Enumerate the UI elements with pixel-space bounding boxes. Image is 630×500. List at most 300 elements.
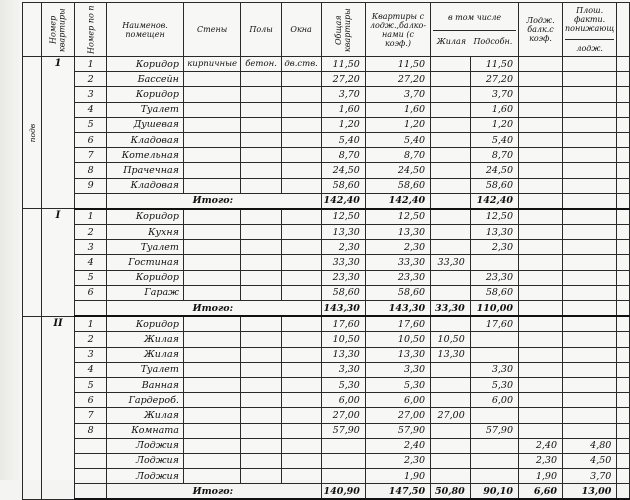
room-number xyxy=(75,438,107,453)
window-type xyxy=(281,438,321,453)
living-area xyxy=(431,163,471,178)
wall-material xyxy=(183,117,240,132)
header-floors: Полы xyxy=(241,3,281,57)
window-type xyxy=(281,423,321,438)
room-name: Коридор xyxy=(107,316,184,332)
room-name: Туалет xyxy=(107,240,184,255)
wall-material xyxy=(183,423,240,438)
area-with-loggias: 10,50 xyxy=(365,332,430,347)
table-row xyxy=(23,377,630,392)
living-area xyxy=(431,148,471,163)
floor-side-label xyxy=(23,209,42,316)
room-number: 1 xyxy=(75,316,107,332)
floor-material xyxy=(241,209,281,225)
header-extra xyxy=(617,3,630,57)
room-number: 2 xyxy=(75,225,107,240)
living-area xyxy=(431,469,471,484)
floor-material xyxy=(241,285,281,300)
area-with-loggias: 27,00 xyxy=(365,408,430,423)
room-number: 4 xyxy=(75,102,107,117)
auxiliary-area: 23,30 xyxy=(470,270,518,285)
header-room-name: Наименов. помещен xyxy=(107,3,184,57)
table-row xyxy=(23,255,630,270)
auxiliary-area xyxy=(470,255,518,270)
actual-loggia-area xyxy=(563,332,617,347)
extra-cell xyxy=(617,438,630,453)
actual-loggia-area xyxy=(563,178,617,193)
window-type xyxy=(281,117,321,132)
wall-material xyxy=(183,438,240,453)
area-with-loggias: 1,20 xyxy=(365,117,430,132)
table-row xyxy=(23,178,630,193)
floor-material xyxy=(241,117,281,132)
window-type xyxy=(281,453,321,468)
floor-material xyxy=(241,225,281,240)
living-area xyxy=(431,285,471,300)
floor-material xyxy=(241,347,281,362)
area-with-loggias: 24,50 xyxy=(365,163,430,178)
total-aux: 110,00 xyxy=(470,301,518,317)
table-row xyxy=(23,117,630,132)
extra-cell xyxy=(617,301,630,317)
room-number: 6 xyxy=(75,132,107,147)
living-area: 10,50 xyxy=(431,332,471,347)
table-row xyxy=(23,57,630,72)
room-name: Прачечная xyxy=(107,163,184,178)
table-row xyxy=(23,87,630,102)
loggia-coef-area xyxy=(519,270,563,285)
actual-loggia-area xyxy=(563,408,617,423)
table-row xyxy=(23,332,630,347)
table-row xyxy=(23,225,630,240)
loggia-coef-area: 1,90 xyxy=(519,469,563,484)
total-lc xyxy=(519,301,563,317)
living-area xyxy=(431,453,471,468)
room-name: Лоджия xyxy=(107,453,184,468)
table-row xyxy=(23,347,630,362)
living-area xyxy=(431,209,471,225)
room-name: Душевая xyxy=(107,117,184,132)
living-area: 33,30 xyxy=(431,255,471,270)
actual-loggia-area xyxy=(563,72,617,87)
window-type xyxy=(281,132,321,147)
table-row xyxy=(23,408,630,423)
auxiliary-area: 24,50 xyxy=(470,163,518,178)
room-name: Коридор xyxy=(107,57,184,72)
auxiliary-area: 58,60 xyxy=(470,285,518,300)
area-with-loggias: 5,40 xyxy=(365,132,430,147)
floor-material xyxy=(241,72,281,87)
area-with-loggias: 17,60 xyxy=(365,316,430,332)
loggia-coef-area xyxy=(519,362,563,377)
area-with-loggias: 3,30 xyxy=(365,362,430,377)
extra-cell xyxy=(617,362,630,377)
wall-material xyxy=(183,469,240,484)
table-row xyxy=(23,72,630,87)
floor-material: бетон. xyxy=(241,57,281,72)
total-aux: 142,40 xyxy=(470,193,518,209)
area-with-loggias: 57,90 xyxy=(365,423,430,438)
total-area xyxy=(321,438,365,453)
total-area: 10,50 xyxy=(321,332,365,347)
floor-material xyxy=(241,332,281,347)
header-loggia-coef: Лодж. балк.с коэф. xyxy=(519,3,563,57)
room-name: Жилая xyxy=(107,347,184,362)
auxiliary-area: 1,20 xyxy=(470,117,518,132)
room-number: 1 xyxy=(75,209,107,225)
actual-loggia-area xyxy=(563,57,617,72)
actual-loggia-area xyxy=(563,209,617,225)
living-area xyxy=(431,423,471,438)
room-name: Гардероб. xyxy=(107,393,184,408)
auxiliary-area: 13,30 xyxy=(470,225,518,240)
living-area xyxy=(431,102,471,117)
window-type xyxy=(281,316,321,332)
actual-loggia-area xyxy=(563,102,617,117)
room-number: 1 xyxy=(75,57,107,72)
table-body xyxy=(23,57,630,500)
floor-material xyxy=(241,469,281,484)
auxiliary-area xyxy=(470,408,518,423)
loggia-coef-area xyxy=(519,377,563,392)
room-number xyxy=(75,484,107,500)
header-actual-area xyxy=(563,3,617,57)
extra-cell xyxy=(617,332,630,347)
header-loggia: лодж. xyxy=(565,39,614,53)
loggia-coef-area xyxy=(519,393,563,408)
room-number: 2 xyxy=(75,72,107,87)
total-label: Итого: xyxy=(107,193,321,209)
living-area xyxy=(431,72,471,87)
floor-material xyxy=(241,178,281,193)
table-row xyxy=(23,423,630,438)
extra-cell xyxy=(617,132,630,147)
extra-cell xyxy=(617,270,630,285)
header-apt-no: Номер квартиры xyxy=(41,3,74,57)
total-area: 11,50 xyxy=(321,57,365,72)
auxiliary-area: 27,20 xyxy=(470,72,518,87)
total-area: 1,20 xyxy=(321,117,365,132)
total-total: 140,90 xyxy=(321,484,365,500)
extra-cell xyxy=(617,193,630,209)
living-area: 27,00 xyxy=(431,408,471,423)
loggia-coef-area xyxy=(519,163,563,178)
table-row xyxy=(23,132,630,147)
extra-cell xyxy=(617,377,630,392)
room-number: 5 xyxy=(75,270,107,285)
wall-material xyxy=(183,163,240,178)
floor-side-label xyxy=(23,316,42,499)
room-name: Котельная xyxy=(107,148,184,163)
actual-loggia-area: 3,70 xyxy=(563,469,617,484)
window-type xyxy=(281,102,321,117)
floor-material xyxy=(241,270,281,285)
auxiliary-area: 1,60 xyxy=(470,102,518,117)
auxiliary-area: 12,50 xyxy=(470,209,518,225)
area-with-loggias: 5,30 xyxy=(365,377,430,392)
floor-material xyxy=(241,423,281,438)
living-area xyxy=(431,316,471,332)
living-area xyxy=(431,178,471,193)
extra-cell xyxy=(617,469,630,484)
loggia-coef-area: 2,40 xyxy=(519,438,563,453)
table-row xyxy=(23,285,630,300)
living-area xyxy=(431,57,471,72)
total-area xyxy=(321,453,365,468)
total-area: 1,60 xyxy=(321,102,365,117)
wall-material xyxy=(183,332,240,347)
room-name: Туалет xyxy=(107,102,184,117)
total-lc xyxy=(519,193,563,209)
wall-material: кирпичные xyxy=(183,57,240,72)
total-area: 23,30 xyxy=(321,270,365,285)
extra-cell xyxy=(617,453,630,468)
auxiliary-area: 5,30 xyxy=(470,377,518,392)
loggia-coef-area xyxy=(519,148,563,163)
actual-loggia-area xyxy=(563,285,617,300)
auxiliary-area: 8,70 xyxy=(470,148,518,163)
table-row xyxy=(23,469,630,484)
total-af xyxy=(563,301,617,317)
total-area: 58,60 xyxy=(321,178,365,193)
total-area: 3,70 xyxy=(321,87,365,102)
living-area: 13,30 xyxy=(431,347,471,362)
actual-loggia-area xyxy=(563,377,617,392)
extra-cell xyxy=(617,225,630,240)
actual-loggia-area xyxy=(563,316,617,332)
actual-loggia-area xyxy=(563,148,617,163)
total-with: 143,30 xyxy=(365,301,430,317)
actual-loggia-area xyxy=(563,255,617,270)
room-number: 7 xyxy=(75,408,107,423)
total-lc: 6,60 xyxy=(519,484,563,500)
loggia-coef-area xyxy=(519,347,563,362)
actual-loggia-area xyxy=(563,270,617,285)
room-number xyxy=(75,469,107,484)
wall-material xyxy=(183,72,240,87)
extra-cell xyxy=(617,87,630,102)
table-row xyxy=(23,163,630,178)
room-name: Жилая xyxy=(107,408,184,423)
area-with-loggias: 8,70 xyxy=(365,148,430,163)
room-number: 3 xyxy=(75,347,107,362)
actual-loggia-area xyxy=(563,87,617,102)
extra-cell xyxy=(617,393,630,408)
floor-side-label: подв xyxy=(23,57,42,209)
actual-loggia-area xyxy=(563,362,617,377)
table-row xyxy=(23,240,630,255)
floor-material xyxy=(241,377,281,392)
actual-loggia-area xyxy=(563,163,617,178)
room-name: Лоджия xyxy=(107,469,184,484)
room-name: Кладовая xyxy=(107,178,184,193)
loggia-coef-area xyxy=(519,72,563,87)
area-with-loggias: 2,40 xyxy=(365,438,430,453)
window-type xyxy=(281,225,321,240)
window-type xyxy=(281,148,321,163)
extra-cell xyxy=(617,347,630,362)
loggia-coef-area xyxy=(519,423,563,438)
room-name: Гостиная xyxy=(107,255,184,270)
total-living: 33,30 xyxy=(431,301,471,317)
window-type xyxy=(281,255,321,270)
floor-material xyxy=(241,316,281,332)
room-name: Коридор xyxy=(107,87,184,102)
auxiliary-area: 57,90 xyxy=(470,423,518,438)
wall-material xyxy=(183,408,240,423)
table-row xyxy=(23,148,630,163)
auxiliary-area xyxy=(470,347,518,362)
window-type xyxy=(281,240,321,255)
living-area xyxy=(431,117,471,132)
total-area: 12,50 xyxy=(321,209,365,225)
auxiliary-area: 2,30 xyxy=(470,240,518,255)
room-number xyxy=(75,301,107,317)
total-af xyxy=(563,193,617,209)
extra-cell xyxy=(617,57,630,72)
living-area xyxy=(431,240,471,255)
area-with-loggias: 58,60 xyxy=(365,285,430,300)
area-with-loggias: 1,60 xyxy=(365,102,430,117)
room-number: 3 xyxy=(75,240,107,255)
apartment-number: II xyxy=(41,316,74,499)
room-name: Кладовая xyxy=(107,132,184,147)
header-windows: Окна xyxy=(281,3,321,57)
floor-material xyxy=(241,148,281,163)
window-type xyxy=(281,87,321,102)
header-living: Жилая xyxy=(436,37,467,46)
total-af: 13,00 xyxy=(563,484,617,500)
wall-material xyxy=(183,132,240,147)
total-with: 147,50 xyxy=(365,484,430,500)
window-type xyxy=(281,332,321,347)
floor-material xyxy=(241,240,281,255)
room-number: 8 xyxy=(75,423,107,438)
area-with-loggias: 58,60 xyxy=(365,178,430,193)
room-number: 4 xyxy=(75,255,107,270)
room-name: Жилая xyxy=(107,332,184,347)
total-area: 5,30 xyxy=(321,377,365,392)
living-area xyxy=(431,225,471,240)
total-living xyxy=(431,193,471,209)
actual-loggia-area xyxy=(563,117,617,132)
room-number: 9 xyxy=(75,178,107,193)
room-name: Гараж xyxy=(107,285,184,300)
room-number: 6 xyxy=(75,285,107,300)
area-with-loggias: 12,50 xyxy=(365,209,430,225)
apartment-number: 1 xyxy=(41,57,74,209)
loggia-coef-area xyxy=(519,102,563,117)
extra-cell xyxy=(617,209,630,225)
area-with-loggias: 27,20 xyxy=(365,72,430,87)
extra-cell xyxy=(617,72,630,87)
room-number: 8 xyxy=(75,163,107,178)
loggia-coef-area xyxy=(519,87,563,102)
wall-material xyxy=(183,178,240,193)
window-type xyxy=(281,347,321,362)
room-number: 3 xyxy=(75,87,107,102)
floor-material xyxy=(241,102,281,117)
table-row xyxy=(23,453,630,468)
wall-material xyxy=(183,225,240,240)
total-area: 6,00 xyxy=(321,393,365,408)
header-including xyxy=(431,3,519,57)
extra-cell xyxy=(617,316,630,332)
actual-loggia-area xyxy=(563,225,617,240)
room-name: Коридор xyxy=(107,209,184,225)
total-area xyxy=(321,469,365,484)
total-row xyxy=(23,484,630,500)
window-type xyxy=(281,408,321,423)
auxiliary-area: 5,40 xyxy=(470,132,518,147)
total-total: 142,40 xyxy=(321,193,365,209)
extra-cell xyxy=(617,163,630,178)
total-area: 27,00 xyxy=(321,408,365,423)
total-total: 143,30 xyxy=(321,301,365,317)
wall-material xyxy=(183,209,240,225)
floor-material xyxy=(241,362,281,377)
auxiliary-area: 58,60 xyxy=(470,178,518,193)
window-type: дв.ств. xyxy=(281,57,321,72)
wall-material xyxy=(183,362,240,377)
floor-material xyxy=(241,393,281,408)
total-label: Итого: xyxy=(107,484,321,500)
wall-material xyxy=(183,316,240,332)
total-area: 17,60 xyxy=(321,316,365,332)
loggia-coef-area xyxy=(519,285,563,300)
table-row xyxy=(23,362,630,377)
area-with-loggias: 3,70 xyxy=(365,87,430,102)
total-area: 13,30 xyxy=(321,347,365,362)
total-area: 58,60 xyxy=(321,285,365,300)
total-area: 8,70 xyxy=(321,148,365,163)
total-area: 13,30 xyxy=(321,225,365,240)
area-with-loggias: 13,30 xyxy=(365,225,430,240)
apartment-number: I xyxy=(41,209,74,316)
actual-loggia-area xyxy=(563,423,617,438)
area-with-loggias: 11,50 xyxy=(365,57,430,72)
room-number: 5 xyxy=(75,377,107,392)
actual-loggia-area xyxy=(563,240,617,255)
living-area xyxy=(431,438,471,453)
total-area: 24,50 xyxy=(321,163,365,178)
loggia-coef-area xyxy=(519,255,563,270)
living-area xyxy=(431,270,471,285)
extra-cell xyxy=(617,255,630,270)
window-type xyxy=(281,163,321,178)
auxiliary-area: 17,60 xyxy=(470,316,518,332)
living-area xyxy=(431,393,471,408)
extra-cell xyxy=(617,117,630,132)
header-with-loggias: Квартиры с лодж.,балко-нами (с коэф.) xyxy=(365,3,430,57)
room-name: Кухня xyxy=(107,225,184,240)
window-type xyxy=(281,285,321,300)
auxiliary-area: 3,30 xyxy=(470,362,518,377)
total-area: 5,40 xyxy=(321,132,365,147)
floor-material xyxy=(241,255,281,270)
room-name: Ванная xyxy=(107,377,184,392)
header-actual-area-label: Плош. факти. понижающ xyxy=(565,6,615,33)
total-row xyxy=(23,301,630,317)
table-row xyxy=(23,438,630,453)
loggia-coef-area xyxy=(519,178,563,193)
auxiliary-area xyxy=(470,469,518,484)
room-number: 7 xyxy=(75,148,107,163)
header-room-no: Номер по п xyxy=(75,3,107,57)
total-with: 142,40 xyxy=(365,193,430,209)
room-name: Туалет xyxy=(107,362,184,377)
table-row xyxy=(23,102,630,117)
